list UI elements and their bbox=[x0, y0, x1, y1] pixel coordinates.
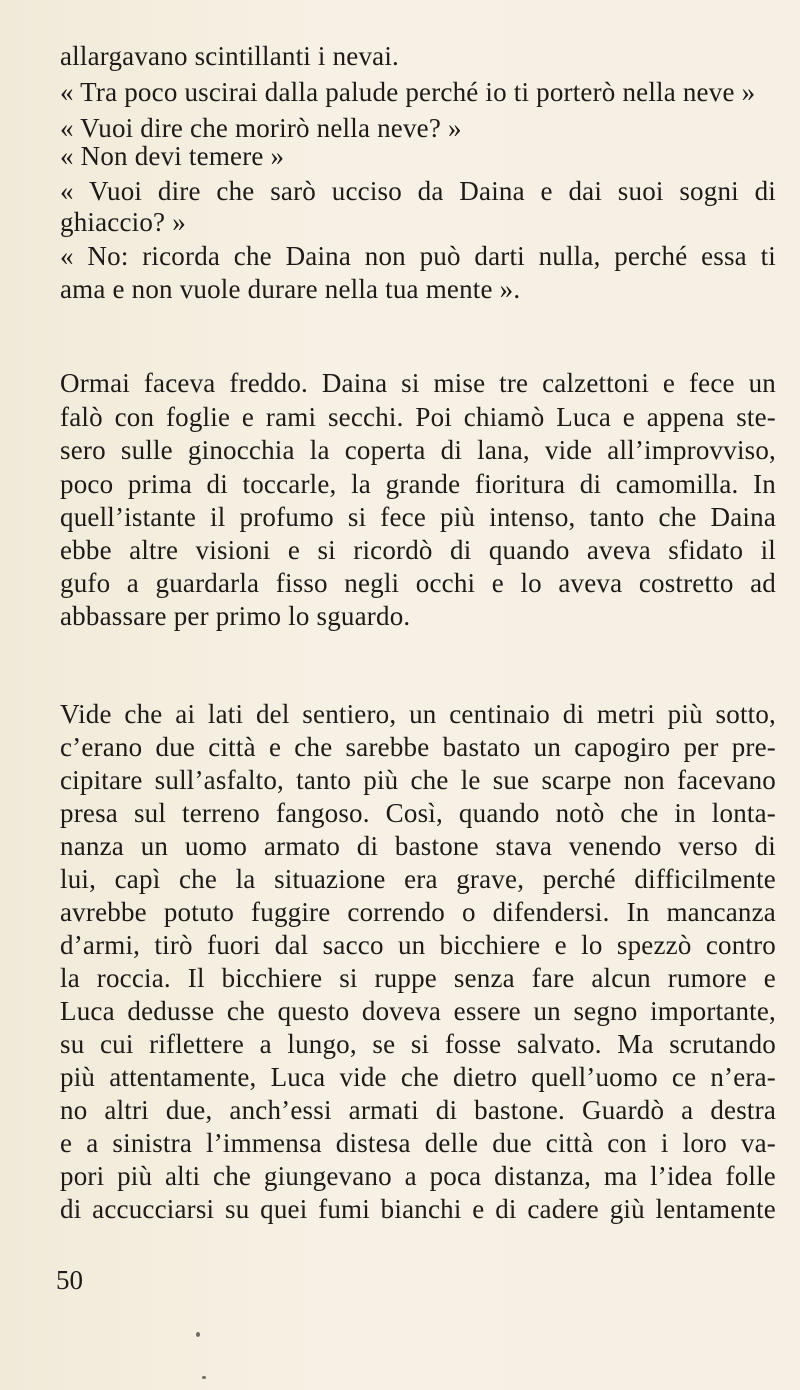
text-line: « Tra poco uscirai dalla palude perché io ti porterò nella neve » bbox=[60, 77, 756, 107]
text-line: « Vuoi dire che sarò ucciso da Daina e dai suoi sogni di bbox=[60, 176, 776, 206]
text-line: « Non devi temere » bbox=[60, 141, 285, 171]
text-line: di accucciarsi su quei fumi bianchi e di cadere giù lentamente bbox=[60, 1194, 776, 1224]
text-line: su cui riflettere a lungo, se si fosse salvato. Ma scrutando bbox=[60, 1029, 776, 1059]
text-line: cipitare sull’asfalto, tanto più che le sue scarpe non facevano bbox=[60, 765, 776, 795]
text-line: allargavano scintillanti i nevai. bbox=[60, 41, 399, 71]
text-line: d’armi, tirò fuori dal sacco un bicchiere e lo spezzò contro bbox=[60, 930, 776, 960]
text-line: no altri due, anch’essi armati di bastone. Guardò a destra bbox=[60, 1095, 776, 1125]
text-line: la roccia. Il bicchiere si ruppe senza fare alcun rumore e bbox=[60, 963, 776, 993]
text-line: falò con foglie e rami secchi. Poi chiamò Luca e appena ste- bbox=[60, 402, 776, 432]
text-line: « No: ricorda che Daina non può darti nulla, perché essa ti bbox=[60, 241, 776, 271]
paper-speck bbox=[196, 1332, 200, 1337]
text-line: presa sul terreno fangoso. Così, quando notò che in lonta- bbox=[60, 798, 776, 828]
text-line: Vide che ai lati del sentiero, un centinaio di metri più sotto, bbox=[60, 699, 776, 729]
text-line: più attentamente, Luca vide che dietro quell’uomo ce n’era- bbox=[60, 1062, 776, 1092]
text-line: ebbe altre visioni e si ricordò di quando aveva sfidato il bbox=[60, 535, 776, 565]
text-line: pori più alti che giungevano a poca distanza, ma l’idea folle bbox=[60, 1161, 776, 1191]
text-line: gufo a guardarla fisso negli occhi e lo aveva costretto ad bbox=[60, 568, 776, 598]
text-line: e a sinistra l’immensa distesa delle due città con i loro va- bbox=[60, 1128, 776, 1158]
text-line: ghiaccio? » bbox=[60, 207, 186, 237]
text-line: avrebbe potuto fuggire correndo o difendersi. In mancanza bbox=[60, 897, 776, 927]
text-line: Luca dedusse che questo doveva essere un segno importante, bbox=[60, 996, 776, 1026]
text-line: quell’istante il profumo si fece più intenso, tanto che Daina bbox=[60, 502, 776, 532]
text-line: poco prima di toccarle, la grande fioritura di camomilla. In bbox=[60, 469, 776, 499]
paper-speck bbox=[202, 1376, 206, 1379]
text-line: abbassare per primo lo sguardo. bbox=[60, 601, 411, 631]
text-line: nanza un uomo armato di bastone stava venendo verso di bbox=[60, 831, 776, 861]
text-line: c’erano due città e che sarebbe bastato un capogiro per pre- bbox=[60, 732, 776, 762]
text-line: Ormai faceva freddo. Daina si mise tre calzettoni e fece un bbox=[60, 368, 776, 398]
text-line: « Vuoi dire che morirò nella neve? » bbox=[60, 113, 462, 143]
page-number: 50 bbox=[56, 1265, 83, 1295]
text-line: ama e non vuole durare nella tua mente ». bbox=[60, 274, 521, 304]
text-line: lui, capì che la situazione era grave, perché difficilmente bbox=[60, 864, 776, 894]
text-line: sero sulle ginocchia la coperta di lana, vide all’improvviso, bbox=[60, 435, 776, 465]
